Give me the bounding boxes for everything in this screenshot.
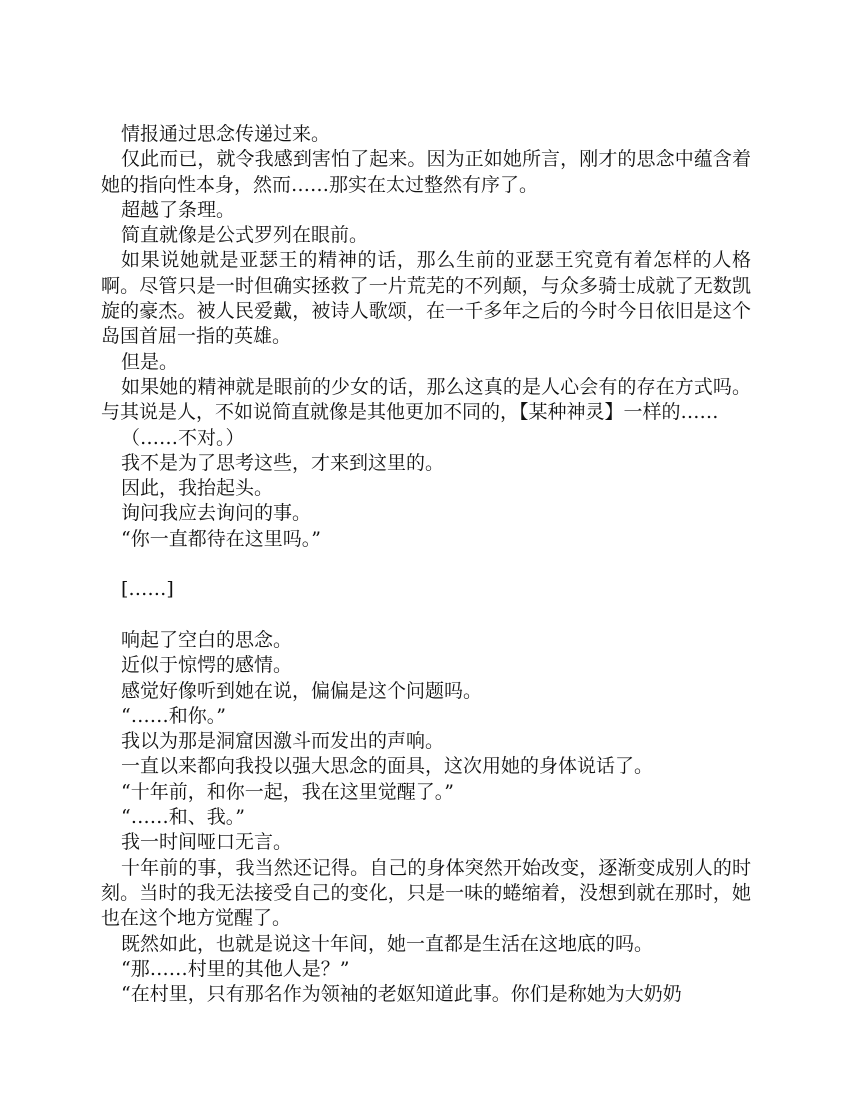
paragraph: 响起了空白的思念。	[121, 628, 293, 651]
paragraph: 情报通过思念传递过来。	[121, 123, 331, 145]
paragraph: 一直以来都向我投以强大思念的面具，这次用她的身体说话了。	[121, 755, 654, 778]
paragraph: 因此，我抬起头。	[121, 477, 274, 500]
blank-line	[101, 552, 751, 577]
paragraph: 我不是为了思考这些，才来到这里的。	[121, 451, 445, 474]
blank-line	[101, 603, 751, 628]
paragraph: 我以为那是洞窟因激斗而发出的声响。	[121, 730, 445, 753]
paragraph: 十年前的事，我当然还记得。自己的身体突然开始改变，逐渐变成别人的时刻。当时的我无法接受自己的变化，只是一味的蜷缩着，没想到就在那时，她也在这个地方觉醒了。	[101, 856, 751, 930]
paragraph: 询问我应去询问的事。	[121, 502, 312, 525]
paragraph: 简直就像是公式罗列在眼前。	[121, 224, 369, 247]
document-page	[101, 122, 751, 1007]
paragraph: “那……村里的其他人是？”	[121, 957, 350, 980]
paragraph: 感觉好像听到她在说，偏偏是这个问题吗。	[121, 679, 483, 702]
paragraph: （……不对。）	[121, 426, 245, 449]
paragraph: “……和你。”	[121, 704, 226, 727]
paragraph: 仅此而已，就令我感到害怕了起来。因为正如她所言，刚才的思念中蕴含着她的指向性本身，然而……那实在太过整然有序了。	[101, 148, 751, 196]
paragraph: 既然如此，也就是说这十年间，她一直都是生活在这地底的吗。	[121, 932, 654, 955]
paragraph: 我一时间哑口无言。	[121, 831, 293, 854]
paragraph: “十年前，和你一起，我在这里觉醒了。”	[121, 780, 454, 803]
paragraph: [……]	[121, 578, 174, 601]
paragraph: 近似于惊愕的感情。	[121, 654, 293, 677]
paragraph: 如果她的精神就是眼前的少女的话，那么这真的是人心会有的存在方式吗。与其说是人，不如说简直就像是其他更加不同的，【某种神灵】一样的……	[101, 375, 751, 424]
paragraph: 但是。	[121, 350, 179, 373]
paragraph: “你一直都待在这里吗。”	[121, 527, 321, 550]
paragraph: 如果说她就是亚瑟王的精神的话，那么生前的亚瑟王究竟有着怎样的人格啊。尽管只是一时但确实拯救了一片荒芜的不列颠，与众多骑士成就了无数凯旋的豪杰。被人民爱戴，被诗人歌颂，在一千多年之后的今时今日依旧是这个岛国首屈一指的英雄。	[101, 249, 751, 348]
paragraph: “……和、我。”	[121, 806, 245, 829]
paragraph: 超越了条理。	[121, 198, 236, 221]
paragraph: “在村里，只有那名作为领袖的老妪知道此事。你们是称她为大奶奶	[121, 983, 682, 1006]
